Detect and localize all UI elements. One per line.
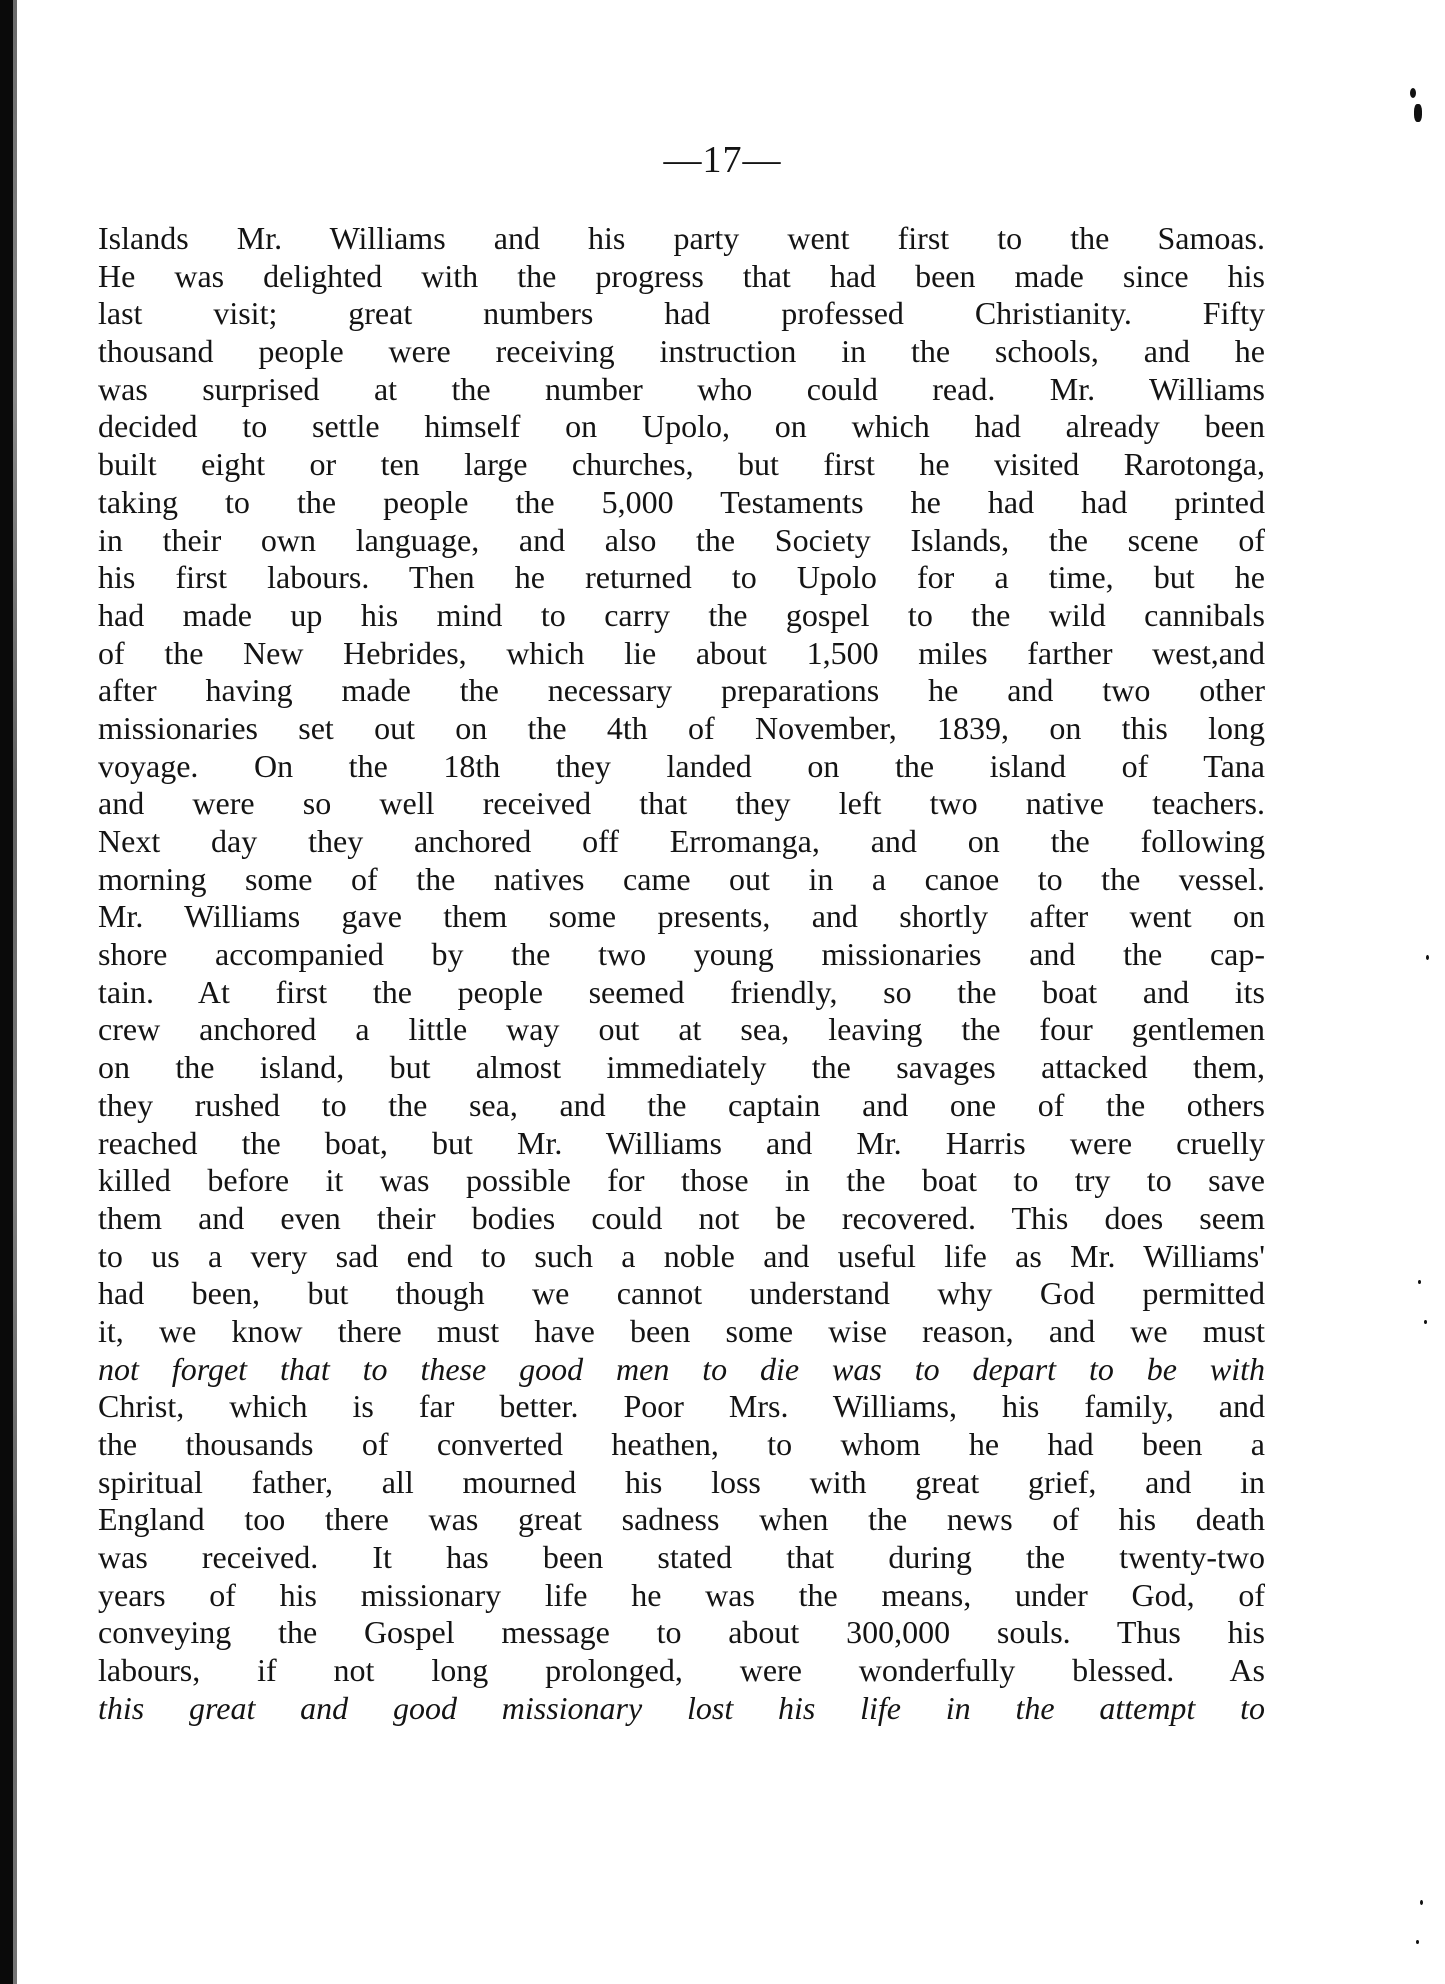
text-line: Christ, which is far better. Poor Mrs. Williams, his family, and (98, 1388, 1265, 1425)
text-line: on the island, but almost immediately the savages attacked them, (98, 1049, 1265, 1086)
text-line: spiritual father, all mourned his loss with great grief, and in (98, 1463, 1265, 1500)
text-line: had been, but though we cannot understand why God permitted (98, 1275, 1265, 1312)
text-line: thousand people were receiving instruction in the schools, and he (98, 333, 1265, 370)
scan-speck (1420, 1900, 1423, 1905)
text-line: Mr. Williams gave them some presents, and shortly after went on (98, 898, 1265, 935)
text-line: his first labours. Then he returned to Upolo for a time, but he (98, 559, 1265, 596)
text-line: taking to the people the 5,000 Testaments he had had printed (98, 483, 1265, 520)
text-line: morning some of the natives came out in a canoe to the vessel. (98, 860, 1265, 897)
text-line: had made up his mind to carry the gospel to the wild cannibals (98, 596, 1265, 633)
text-line: labours, if not long prolonged, were wonderfully blessed. As (98, 1652, 1265, 1689)
scan-speck (1416, 1940, 1419, 1944)
scan-speck (1410, 88, 1416, 98)
text-line: after having made the necessary preparations he and two other (98, 672, 1265, 709)
scan-speck (1414, 104, 1422, 122)
text-line: killed before it was possible for those in the boat to try to save (98, 1162, 1265, 1199)
text-line: they rushed to the sea, and the captain and one of the others (98, 1086, 1265, 1123)
text-line: reached the boat, but Mr. Williams and Mr. Harris were cruelly (98, 1124, 1265, 1161)
text-line: missionaries set out on the 4th of November, 1839, on this long (98, 709, 1265, 746)
text-line: years of his missionary life he was the means, under God, of (98, 1576, 1265, 1613)
text-line: last visit; great numbers had professed Christianity. Fifty (98, 295, 1265, 332)
text-line: Next day they anchored off Erromanga, and on the following (98, 823, 1265, 859)
text-line: Islands Mr. Williams and his party went first to the Samoas. (98, 220, 1265, 256)
scan-speck (1418, 1280, 1421, 1284)
text-line: He was delighted with the progress that had been made since his (98, 257, 1265, 294)
text-line: crew anchored a little way out at sea, leaving the four gentlemen (98, 1011, 1265, 1048)
text-line: and were so well received that they left two native teachers. (98, 785, 1265, 822)
text-line: this great and good missionary lost his life in the attempt to (98, 1689, 1265, 1726)
binding-shadow (13, 0, 17, 1984)
text-line: shore accompanied by the two young missionaries and the cap- (98, 936, 1265, 973)
text-line: to us a very sad end to such a noble and useful life as Mr. Williams' (98, 1237, 1265, 1274)
text-line: in their own language, and also the Society Islands, the scene of (98, 521, 1265, 558)
binding-edge (0, 0, 13, 1984)
text-line: decided to settle himself on Upolo, on which had already been (98, 408, 1265, 445)
text-line: England too there was great sadness when the news of his death (98, 1501, 1265, 1538)
text-line: the thousands of converted heathen, to whom he had been a (98, 1426, 1265, 1462)
text-line: voyage. On the 18th they landed on the island of Tana (98, 747, 1265, 784)
text-line: not forget that to these good men to die was to depart to be with (98, 1350, 1265, 1387)
text-line: it, we know there must have been some wise reason, and we must (98, 1312, 1265, 1349)
text-line: of the New Hebrides, which lie about 1,500 miles farther west,and (98, 634, 1265, 671)
text-line: was surprised at the number who could read. Mr. Williams (98, 370, 1265, 407)
page-number: —17— (663, 139, 782, 181)
scan-speck (1426, 955, 1429, 960)
text-line: conveying the Gospel message to about 300,000 souls. Thus his (98, 1614, 1265, 1651)
text-line: was received. It has been stated that during the twenty-two (98, 1539, 1265, 1576)
text-line: them and even their bodies could not be recovered. This does seem (98, 1199, 1265, 1236)
body-text (98, 220, 1265, 1728)
text-line: built eight or ten large churches, but first he visited Rarotonga, (98, 446, 1265, 483)
text-line: tain. At first the people seemed friendly, so the boat and its (98, 973, 1265, 1010)
scan-speck (1424, 1320, 1427, 1324)
